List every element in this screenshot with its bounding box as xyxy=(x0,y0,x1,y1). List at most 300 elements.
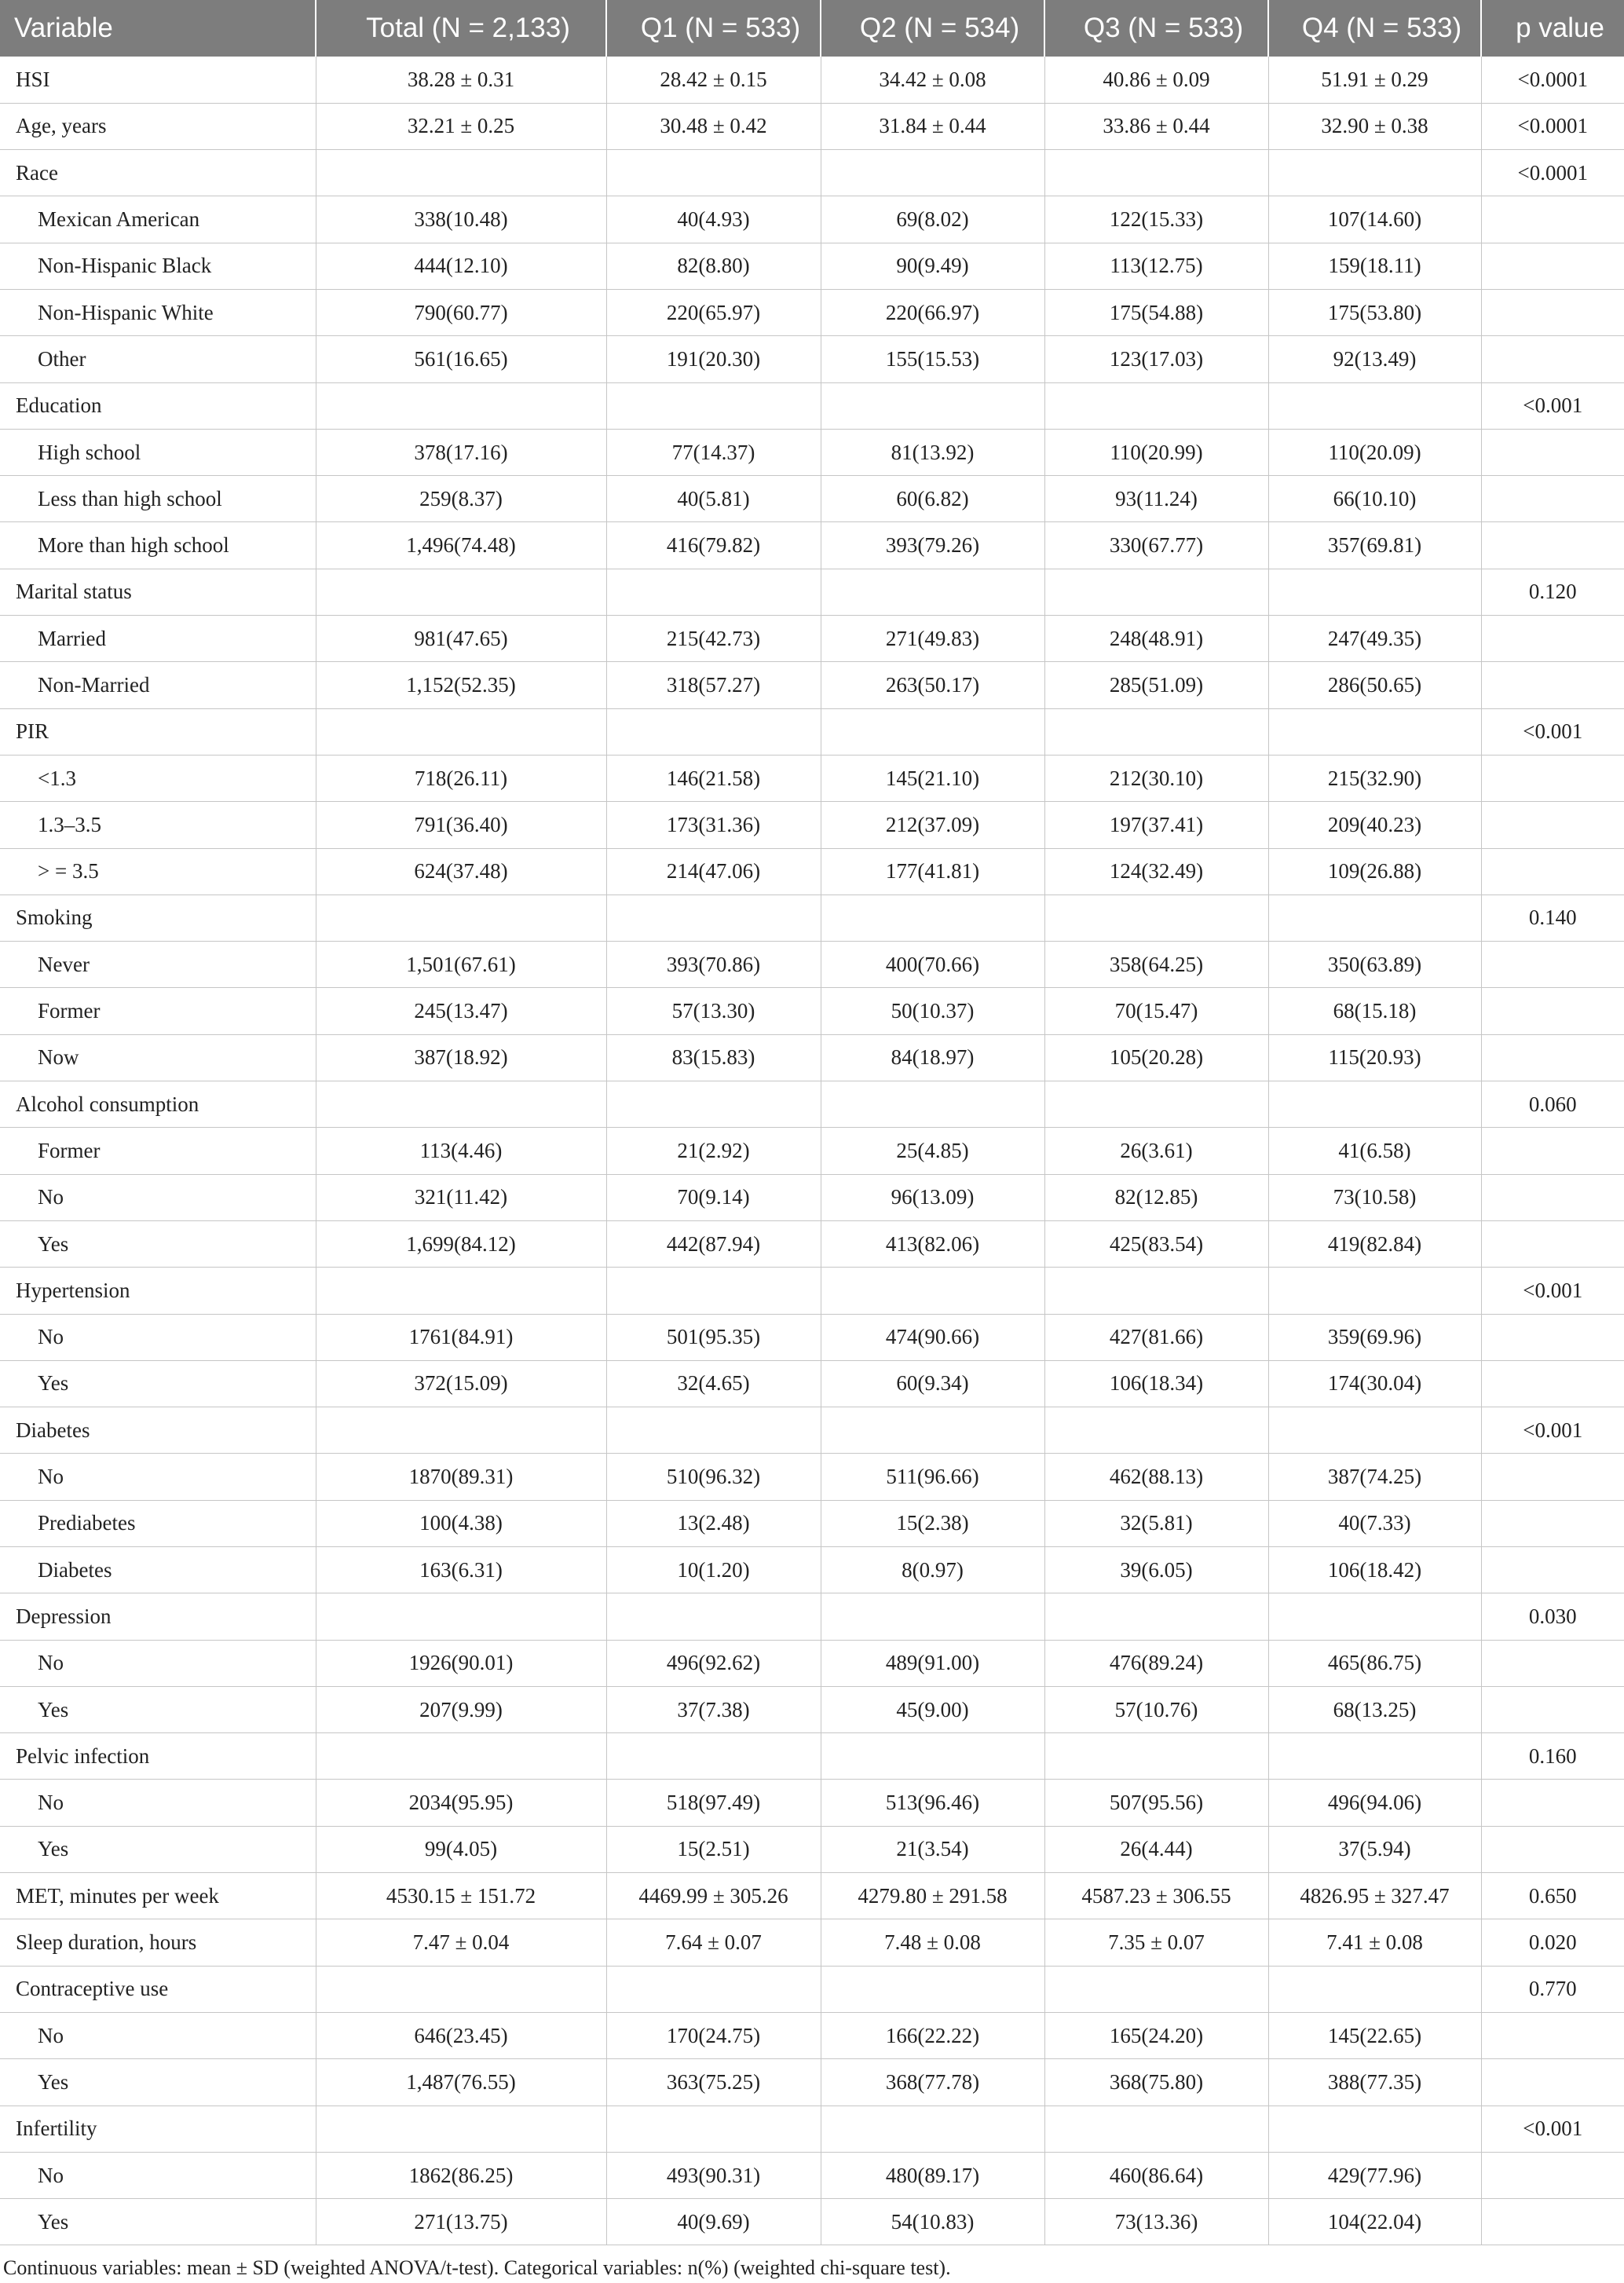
q2-cell xyxy=(821,895,1044,941)
table-row xyxy=(0,1593,1624,1640)
table-subrow xyxy=(0,755,1624,801)
q2-cell: 413(82.06) xyxy=(821,1220,1044,1267)
total-cell: 646(23.45) xyxy=(316,2012,606,2058)
variable-cell: No xyxy=(0,1454,316,1500)
q2-cell: 21(3.54) xyxy=(821,1826,1044,1872)
variable-cell: Hypertension xyxy=(0,1268,316,1314)
q3-cell xyxy=(1044,1593,1268,1640)
q4-cell xyxy=(1268,2106,1481,2152)
q2-cell xyxy=(821,1733,1044,1780)
q4-cell xyxy=(1268,382,1481,429)
q4-cell xyxy=(1268,708,1481,755)
header-p-value: p value xyxy=(1481,0,1624,57)
p-value-cell: 0.650 xyxy=(1481,1873,1624,1919)
total-cell: 790(60.77) xyxy=(316,289,606,335)
variable-cell: Depression xyxy=(0,1593,316,1640)
q3-cell: 330(67.77) xyxy=(1044,522,1268,569)
total-cell xyxy=(316,1966,606,2012)
q3-cell: 476(89.24) xyxy=(1044,1640,1268,1686)
q1-cell: 510(96.32) xyxy=(606,1454,821,1500)
total-cell xyxy=(316,708,606,755)
p-value-cell xyxy=(1481,1640,1624,1686)
table-subrow xyxy=(0,243,1624,289)
table-row xyxy=(0,2106,1624,2152)
q1-cell: 40(9.69) xyxy=(606,2199,821,2245)
p-value-cell: 0.020 xyxy=(1481,1919,1624,1966)
p-value-cell xyxy=(1481,1780,1624,1826)
q4-cell: 357(69.81) xyxy=(1268,522,1481,569)
q4-cell xyxy=(1268,1593,1481,1640)
q4-cell xyxy=(1268,1733,1481,1780)
q4-cell: 66(10.10) xyxy=(1268,476,1481,522)
variable-cell: Less than high school xyxy=(0,476,316,522)
variable-cell: Former xyxy=(0,1128,316,1174)
variable-cell: No xyxy=(0,2012,316,2058)
total-cell xyxy=(316,1081,606,1128)
q3-cell: 40.86 ± 0.09 xyxy=(1044,57,1268,103)
q3-cell: 212(30.10) xyxy=(1044,755,1268,801)
total-cell: 259(8.37) xyxy=(316,476,606,522)
q4-cell: 73(10.58) xyxy=(1268,1174,1481,1220)
total-cell: 2034(95.95) xyxy=(316,1780,606,1826)
variable-cell: Prediabetes xyxy=(0,1500,316,1546)
variable-cell: Race xyxy=(0,150,316,196)
p-value-cell: 0.030 xyxy=(1481,1593,1624,1640)
total-cell: 32.21 ± 0.25 xyxy=(316,103,606,149)
table-subrow xyxy=(0,942,1624,988)
p-value-cell xyxy=(1481,616,1624,662)
q4-cell: 175(53.80) xyxy=(1268,289,1481,335)
q3-cell: 122(15.33) xyxy=(1044,196,1268,243)
q1-cell: 214(47.06) xyxy=(606,848,821,895)
total-cell: 4530.15 ± 151.72 xyxy=(316,1873,606,1919)
q3-cell: 70(15.47) xyxy=(1044,988,1268,1034)
p-value-cell xyxy=(1481,1500,1624,1546)
variable-cell: No xyxy=(0,2152,316,2198)
q4-cell xyxy=(1268,1407,1481,1454)
q2-cell xyxy=(821,382,1044,429)
variable-cell: Yes xyxy=(0,2199,316,2245)
variable-cell: Yes xyxy=(0,1686,316,1732)
table-row xyxy=(0,1733,1624,1780)
q4-cell: 7.41 ± 0.08 xyxy=(1268,1919,1481,1966)
q3-cell: 39(6.05) xyxy=(1044,1547,1268,1593)
q2-cell: 212(37.09) xyxy=(821,802,1044,848)
q1-cell: 220(65.97) xyxy=(606,289,821,335)
table-subrow xyxy=(0,662,1624,708)
q2-cell: 271(49.83) xyxy=(821,616,1044,662)
q3-cell: 93(11.24) xyxy=(1044,476,1268,522)
q1-cell xyxy=(606,708,821,755)
variable-cell: No xyxy=(0,1640,316,1686)
q4-cell xyxy=(1268,1966,1481,2012)
q1-cell: 4469.99 ± 305.26 xyxy=(606,1873,821,1919)
q1-cell: 318(57.27) xyxy=(606,662,821,708)
q1-cell: 10(1.20) xyxy=(606,1547,821,1593)
p-value-cell: <0.0001 xyxy=(1481,150,1624,196)
header-q4: Q4 (N = 533) xyxy=(1268,0,1481,57)
total-cell: 791(36.40) xyxy=(316,802,606,848)
table-subrow xyxy=(0,2152,1624,2198)
q2-cell: 50(10.37) xyxy=(821,988,1044,1034)
p-value-cell xyxy=(1481,942,1624,988)
variable-cell: Yes xyxy=(0,1220,316,1267)
q2-cell: 90(9.49) xyxy=(821,243,1044,289)
q1-cell: 363(75.25) xyxy=(606,2059,821,2106)
p-value-cell: 0.770 xyxy=(1481,1966,1624,2012)
header-variable: Variable xyxy=(0,0,316,57)
total-cell: 163(6.31) xyxy=(316,1547,606,1593)
total-cell: 99(4.05) xyxy=(316,1826,606,1872)
total-cell xyxy=(316,1407,606,1454)
p-value-cell xyxy=(1481,1454,1624,1500)
q2-cell xyxy=(821,1407,1044,1454)
q4-cell: 110(20.09) xyxy=(1268,429,1481,475)
q1-cell: 393(70.86) xyxy=(606,942,821,988)
header-q1: Q1 (N = 533) xyxy=(606,0,821,57)
q1-cell: 82(8.80) xyxy=(606,243,821,289)
variable-cell: Yes xyxy=(0,1360,316,1407)
total-cell xyxy=(316,895,606,941)
variable-cell: No xyxy=(0,1174,316,1220)
table-row xyxy=(0,103,1624,149)
variable-cell: <1.3 xyxy=(0,755,316,801)
table-subrow xyxy=(0,1128,1624,1174)
q2-cell: 368(77.78) xyxy=(821,2059,1044,2106)
q3-cell: 124(32.49) xyxy=(1044,848,1268,895)
q1-cell: 32(4.65) xyxy=(606,1360,821,1407)
q2-cell: 60(9.34) xyxy=(821,1360,1044,1407)
q1-cell: 40(5.81) xyxy=(606,476,821,522)
variable-cell: Mexican American xyxy=(0,196,316,243)
table-row xyxy=(0,569,1624,615)
q3-cell xyxy=(1044,1733,1268,1780)
total-cell xyxy=(316,1593,606,1640)
q4-cell: 465(86.75) xyxy=(1268,1640,1481,1686)
q1-cell xyxy=(606,1081,821,1128)
table-subrow xyxy=(0,1360,1624,1407)
q3-cell: 175(54.88) xyxy=(1044,289,1268,335)
q4-cell: 159(18.11) xyxy=(1268,243,1481,289)
q4-cell: 104(22.04) xyxy=(1268,2199,1481,2245)
q3-cell: 368(75.80) xyxy=(1044,2059,1268,2106)
q1-cell: 416(79.82) xyxy=(606,522,821,569)
q1-cell: 442(87.94) xyxy=(606,1220,821,1267)
table-subrow xyxy=(0,616,1624,662)
q2-cell: 8(0.97) xyxy=(821,1547,1044,1593)
q4-cell: 68(15.18) xyxy=(1268,988,1481,1034)
total-cell: 624(37.48) xyxy=(316,848,606,895)
q3-cell xyxy=(1044,569,1268,615)
table-subrow xyxy=(0,429,1624,475)
table-row xyxy=(0,1081,1624,1128)
total-cell: 113(4.46) xyxy=(316,1128,606,1174)
q2-cell: 166(22.22) xyxy=(821,2012,1044,2058)
table-header xyxy=(0,0,1624,57)
p-value-cell: <0.001 xyxy=(1481,2106,1624,2152)
q2-cell xyxy=(821,1966,1044,2012)
q3-cell: 358(64.25) xyxy=(1044,942,1268,988)
p-value-cell: <0.001 xyxy=(1481,1407,1624,1454)
table-subrow xyxy=(0,848,1624,895)
q2-cell: 511(96.66) xyxy=(821,1454,1044,1500)
total-cell: 1862(86.25) xyxy=(316,2152,606,2198)
header-row xyxy=(0,0,1624,57)
q3-cell: 197(37.41) xyxy=(1044,802,1268,848)
q4-cell: 387(74.25) xyxy=(1268,1454,1481,1500)
variable-cell: Yes xyxy=(0,1826,316,1872)
variable-cell: Now xyxy=(0,1034,316,1081)
total-cell: 1761(84.91) xyxy=(316,1314,606,1360)
variable-cell: Contraceptive use xyxy=(0,1966,316,2012)
q1-cell: 83(15.83) xyxy=(606,1034,821,1081)
q4-cell: 429(77.96) xyxy=(1268,2152,1481,2198)
q2-cell xyxy=(821,2106,1044,2152)
table-subrow xyxy=(0,2059,1624,2106)
table-row xyxy=(0,150,1624,196)
p-value-cell: <0.001 xyxy=(1481,382,1624,429)
q3-cell xyxy=(1044,150,1268,196)
total-cell: 1870(89.31) xyxy=(316,1454,606,1500)
q3-cell xyxy=(1044,1268,1268,1314)
q3-cell: 33.86 ± 0.44 xyxy=(1044,103,1268,149)
p-value-cell xyxy=(1481,1220,1624,1267)
table-subrow xyxy=(0,1174,1624,1220)
total-cell: 1926(90.01) xyxy=(316,1640,606,1686)
p-value-cell xyxy=(1481,848,1624,895)
total-cell: 378(17.16) xyxy=(316,429,606,475)
total-cell: 321(11.42) xyxy=(316,1174,606,1220)
p-value-cell: 0.060 xyxy=(1481,1081,1624,1128)
q2-cell: 31.84 ± 0.44 xyxy=(821,103,1044,149)
total-cell: 245(13.47) xyxy=(316,988,606,1034)
p-value-cell xyxy=(1481,522,1624,569)
q1-cell: 215(42.73) xyxy=(606,616,821,662)
q1-cell: 191(20.30) xyxy=(606,336,821,382)
total-cell: 1,501(67.61) xyxy=(316,942,606,988)
q2-cell: 145(21.10) xyxy=(821,755,1044,801)
variable-cell: No xyxy=(0,1780,316,1826)
q4-cell: 107(14.60) xyxy=(1268,196,1481,243)
total-cell: 718(26.11) xyxy=(316,755,606,801)
variable-cell: Pelvic infection xyxy=(0,1733,316,1780)
q4-cell: 32.90 ± 0.38 xyxy=(1268,103,1481,149)
table-subrow xyxy=(0,1640,1624,1686)
variable-cell: Smoking xyxy=(0,895,316,941)
total-cell: 444(12.10) xyxy=(316,243,606,289)
table-subrow xyxy=(0,1034,1624,1081)
q2-cell: 220(66.97) xyxy=(821,289,1044,335)
q4-cell: 41(6.58) xyxy=(1268,1128,1481,1174)
q3-cell: 82(12.85) xyxy=(1044,1174,1268,1220)
q2-cell: 60(6.82) xyxy=(821,476,1044,522)
q2-cell: 513(96.46) xyxy=(821,1780,1044,1826)
total-cell: 1,152(52.35) xyxy=(316,662,606,708)
q1-cell: 7.64 ± 0.07 xyxy=(606,1919,821,1966)
variable-cell: Other xyxy=(0,336,316,382)
q1-cell: 518(97.49) xyxy=(606,1780,821,1826)
table-row xyxy=(0,1268,1624,1314)
q1-cell xyxy=(606,1733,821,1780)
total-cell: 372(15.09) xyxy=(316,1360,606,1407)
table-subrow xyxy=(0,2199,1624,2245)
variable-cell: More than high school xyxy=(0,522,316,569)
q4-cell: 286(50.65) xyxy=(1268,662,1481,708)
header-q3: Q3 (N = 533) xyxy=(1044,0,1268,57)
q3-cell: 110(20.99) xyxy=(1044,429,1268,475)
q1-cell xyxy=(606,1268,821,1314)
q2-cell xyxy=(821,1081,1044,1128)
q4-cell: 388(77.35) xyxy=(1268,2059,1481,2106)
variable-cell: Diabetes xyxy=(0,1407,316,1454)
q2-cell: 263(50.17) xyxy=(821,662,1044,708)
total-cell xyxy=(316,382,606,429)
variable-cell: Never xyxy=(0,942,316,988)
q3-cell xyxy=(1044,708,1268,755)
table-row xyxy=(0,1407,1624,1454)
p-value-cell xyxy=(1481,1686,1624,1732)
q3-cell: 7.35 ± 0.07 xyxy=(1044,1919,1268,1966)
table-subrow xyxy=(0,1454,1624,1500)
q1-cell: 37(7.38) xyxy=(606,1686,821,1732)
q3-cell: 248(48.91) xyxy=(1044,616,1268,662)
table-subrow xyxy=(0,988,1624,1034)
q1-cell: 28.42 ± 0.15 xyxy=(606,57,821,103)
q3-cell xyxy=(1044,1966,1268,2012)
q3-cell xyxy=(1044,1081,1268,1128)
p-value-cell xyxy=(1481,476,1624,522)
q2-cell: 474(90.66) xyxy=(821,1314,1044,1360)
q4-cell: 51.91 ± 0.29 xyxy=(1268,57,1481,103)
table-row xyxy=(0,382,1624,429)
total-cell xyxy=(316,150,606,196)
q4-cell: 174(30.04) xyxy=(1268,1360,1481,1407)
q3-cell: 73(13.36) xyxy=(1044,2199,1268,2245)
q1-cell: 30.48 ± 0.42 xyxy=(606,103,821,149)
table-row xyxy=(0,1966,1624,2012)
total-cell: 981(47.65) xyxy=(316,616,606,662)
total-cell xyxy=(316,1268,606,1314)
table-footnote: Continuous variables: mean ± SD (weighted ANOVA/t-test). Categorical variables: n(%) (weighted chi-square test). xyxy=(3,2256,951,2280)
q2-cell: 155(15.53) xyxy=(821,336,1044,382)
q3-cell: 462(88.13) xyxy=(1044,1454,1268,1500)
p-value-cell xyxy=(1481,243,1624,289)
q3-cell: 507(95.56) xyxy=(1044,1780,1268,1826)
table-row xyxy=(0,1873,1624,1919)
q4-cell: 350(63.89) xyxy=(1268,942,1481,988)
table-subrow xyxy=(0,522,1624,569)
q3-cell: 460(86.64) xyxy=(1044,2152,1268,2198)
variable-cell: Non-Hispanic White xyxy=(0,289,316,335)
q4-cell: 37(5.94) xyxy=(1268,1826,1481,1872)
table-body xyxy=(0,57,1624,2245)
table-row xyxy=(0,708,1624,755)
q4-cell: 215(32.90) xyxy=(1268,755,1481,801)
q4-cell: 145(22.65) xyxy=(1268,2012,1481,2058)
p-value-cell: <0.001 xyxy=(1481,708,1624,755)
q3-cell: 106(18.34) xyxy=(1044,1360,1268,1407)
q3-cell: 427(81.66) xyxy=(1044,1314,1268,1360)
q2-cell xyxy=(821,708,1044,755)
header-total: Total (N = 2,133) xyxy=(316,0,606,57)
variable-cell: 1.3–3.5 xyxy=(0,802,316,848)
variable-cell: Yes xyxy=(0,2059,316,2106)
table-subrow xyxy=(0,1547,1624,1593)
variable-cell: Marital status xyxy=(0,569,316,615)
table-row xyxy=(0,57,1624,103)
q1-cell: 501(95.35) xyxy=(606,1314,821,1360)
total-cell: 38.28 ± 0.31 xyxy=(316,57,606,103)
p-value-cell xyxy=(1481,1826,1624,1872)
q2-cell: 81(13.92) xyxy=(821,429,1044,475)
q2-cell: 489(91.00) xyxy=(821,1640,1044,1686)
total-cell: 271(13.75) xyxy=(316,2199,606,2245)
q2-cell xyxy=(821,569,1044,615)
q1-cell: 57(13.30) xyxy=(606,988,821,1034)
table-subrow xyxy=(0,802,1624,848)
q3-cell xyxy=(1044,895,1268,941)
p-value-cell xyxy=(1481,988,1624,1034)
table-subrow xyxy=(0,1780,1624,1826)
table-row xyxy=(0,895,1624,941)
p-value-cell xyxy=(1481,1034,1624,1081)
table-subrow xyxy=(0,196,1624,243)
q1-cell xyxy=(606,1966,821,2012)
q1-cell: 77(14.37) xyxy=(606,429,821,475)
q3-cell: 425(83.54) xyxy=(1044,1220,1268,1267)
q4-cell: 106(18.42) xyxy=(1268,1547,1481,1593)
q1-cell: 21(2.92) xyxy=(606,1128,821,1174)
variable-cell: Non-Hispanic Black xyxy=(0,243,316,289)
q3-cell: 123(17.03) xyxy=(1044,336,1268,382)
total-cell xyxy=(316,1733,606,1780)
q1-cell xyxy=(606,1407,821,1454)
q2-cell: 177(41.81) xyxy=(821,848,1044,895)
q2-cell xyxy=(821,1593,1044,1640)
q4-cell xyxy=(1268,895,1481,941)
q2-cell: 480(89.17) xyxy=(821,2152,1044,2198)
variable-cell: No xyxy=(0,1314,316,1360)
p-value-cell xyxy=(1481,662,1624,708)
q1-cell xyxy=(606,895,821,941)
total-cell: 1,699(84.12) xyxy=(316,1220,606,1267)
total-cell: 561(16.65) xyxy=(316,336,606,382)
variable-cell: Alcohol consumption xyxy=(0,1081,316,1128)
q1-cell: 493(90.31) xyxy=(606,2152,821,2198)
variable-cell: PIR xyxy=(0,708,316,755)
p-value-cell: 0.160 xyxy=(1481,1733,1624,1780)
table-subrow xyxy=(0,1500,1624,1546)
q3-cell: 32(5.81) xyxy=(1044,1500,1268,1546)
q4-cell: 419(82.84) xyxy=(1268,1220,1481,1267)
p-value-cell xyxy=(1481,289,1624,335)
q2-cell: 34.42 ± 0.08 xyxy=(821,57,1044,103)
total-cell: 100(4.38) xyxy=(316,1500,606,1546)
table-row xyxy=(0,1919,1624,1966)
q3-cell: 4587.23 ± 306.55 xyxy=(1044,1873,1268,1919)
q3-cell xyxy=(1044,382,1268,429)
table-subrow xyxy=(0,2012,1624,2058)
p-value-cell xyxy=(1481,429,1624,475)
q2-cell: 69(8.02) xyxy=(821,196,1044,243)
p-value-cell: <0.001 xyxy=(1481,1268,1624,1314)
variable-cell: High school xyxy=(0,429,316,475)
q1-cell: 146(21.58) xyxy=(606,755,821,801)
q4-cell: 496(94.06) xyxy=(1268,1780,1481,1826)
p-value-cell: <0.0001 xyxy=(1481,57,1624,103)
q3-cell: 105(20.28) xyxy=(1044,1034,1268,1081)
table-subrow xyxy=(0,1220,1624,1267)
